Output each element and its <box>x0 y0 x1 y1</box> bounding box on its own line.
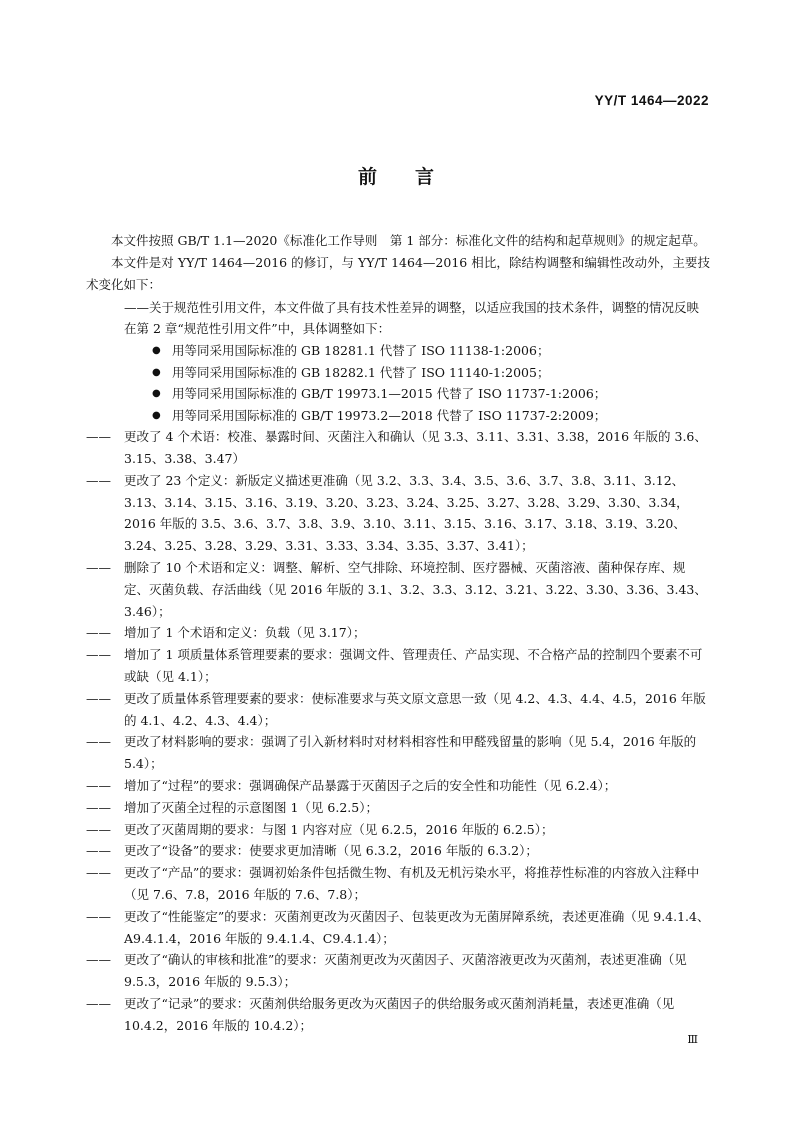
change-item <box>86 775 710 797</box>
title-char-2: 言 <box>415 166 437 188</box>
change-text: 更改了“记录”的要求：灭菌剂供给服务更改为灭菌因子的供给服务或灭菌剂消耗量，表述更准确（见 10.4.2，2016 年版的 10.4.2）； <box>124 995 675 1033</box>
dash-marker: —— <box>86 472 111 488</box>
title-char-1: 前 <box>357 166 379 188</box>
change-text: 更改了“产品”的要求：强调初始条件包括微生物、有机及无机污染水平，将推荐性标准的内容放入注释中（见 7.6、7.8，2016 年版的 7.6、7.8）； <box>124 865 700 902</box>
dash-marker: —— <box>86 799 111 815</box>
dash-marker: —— <box>86 625 111 641</box>
dash-marker: —— <box>86 952 111 968</box>
page-title <box>0 162 794 189</box>
change-item <box>86 622 710 644</box>
dash-marker: —— <box>86 429 111 445</box>
dash-marker: —— <box>86 777 111 793</box>
change-item <box>86 688 710 732</box>
dash-marker: —— <box>86 865 111 881</box>
change-text: 删除了 10 个术语和定义：调整、解析、空气排除、环境控制、医疗器械、灭菌溶液、菌种保存库、规定、灭菌负载、存活曲线（见 2016 年版的 3.1、3.2、3.3、3.12、3.21、3.22、3.30、3.36、3.43、3.46）； <box>124 559 707 619</box>
bullet-icon: ● <box>152 388 161 400</box>
change-text: 更改了“设备”的要求：使要求更加清晰（见 6.3.2，2016 年版的 6.3.2）； <box>124 843 538 859</box>
change-text: 更改了“性能鉴定”的要求：灭菌剂更改为灭菌因子、包装更改为无菌屏障系统，表述更准确（见 9.4.1.4、A9.4.1.4，2016 年版的 9.4.1.4、C9.4.1.4）； <box>124 908 710 946</box>
change-item <box>86 797 710 819</box>
bullet-item <box>86 362 710 384</box>
change-text: 增加了 1 个术语和定义：负载（见 3.17）； <box>124 625 366 641</box>
dash-marker: —— <box>86 690 111 706</box>
bullet-text: 用等同采用国际标准的 GB/T 19973.2—2018 代替了 ISO 11737-2:2009； <box>172 407 607 423</box>
change-text: 增加了“过程”的要求：强调确保产品暴露于灭菌因子之后的安全性和功能性（见 6.2.4）； <box>124 777 617 793</box>
dash-marker: —— <box>86 843 111 859</box>
dash-marker: —— <box>86 908 111 924</box>
change-text: 更改了材料影响的要求：强调了引入新材料时对材料相容性和甲醛残留量的影响（见 5.4，2016 年版的 5.4）； <box>124 734 697 772</box>
bullet-item <box>86 405 710 427</box>
change-item <box>86 470 710 557</box>
change-item <box>86 819 710 841</box>
change-item <box>86 731 710 775</box>
dash-marker: —— <box>86 995 111 1011</box>
change-text: 增加了 1 项质量体系管理要素的要求：强调文件、管理责任、产品实现、不合格产品的控制四个要素不可或缺（见 4.1）； <box>124 647 703 684</box>
change-item <box>86 426 710 470</box>
intro-paragraph: 本文件是对 YY/T 1464—2016 的修订，与 YY/T 1464—2016 相比，除结构调整和编辑性改动外，主要技术变化如下： <box>86 255 710 293</box>
bullet-text: 用等同采用国际标准的 GB/T 19973.1—2015 代替了 ISO 11737-1:2006； <box>172 386 607 402</box>
change-item <box>86 993 710 1037</box>
intro-paragraph: 本文件按照 GB/T 1.1—2020《标准化工作导则 第 1 部分：标准化文件的结构和起草规则》的规定起草。 <box>111 233 706 248</box>
dash-marker: —— <box>86 734 111 750</box>
change-item <box>86 840 710 862</box>
page-number: Ⅲ <box>687 1033 698 1046</box>
document-body <box>86 230 710 1037</box>
change-item <box>86 644 710 688</box>
dash-marker: —— <box>86 821 111 837</box>
change-text: 增加了灭菌全过程的示意图图 1（见 6.2.5）； <box>124 799 378 815</box>
bullet-text: 用等同采用国际标准的 GB 18281.1 代替了 ISO 11138-1:2006； <box>172 343 550 359</box>
bullet-icon: ● <box>152 366 161 378</box>
change-item <box>86 906 710 950</box>
change-item: ——关于规范性引用文件，本文件做了具有技术性差异的调整，以适应我国的技术条件，调整的情况反映在第 2 章“规范性引用文件”中，具体调整如下： <box>124 299 700 337</box>
dash-marker: —— <box>86 647 111 663</box>
change-text: 更改了 23 个定义：新版定义描述更准确（见 3.2、3.3、3.4、3.5、3.6、3.7、3.8、3.11、3.12、3.13、3.14、3.15、3.16、3.19、3.20、3.23、3.24、3.25、3.27、3.28、3.29、3.30、3.34，2016 年版的 3.5、3.6、3.7、3.8、3.9、3.10、3.11、3.15、3.16、3.17、3.18、3.19、3.20、3.24、3.25、3.28、3.29、3.31、3.33、3.34、3.35、3.37、3.41）； <box>124 472 689 554</box>
change-text: 更改了质量体系管理要素的要求：使标准要求与英文原文意思一致（见 4.2、4.3、4.4、4.5，2016 年版的 4.1、4.2、4.3、4.4）； <box>124 690 706 728</box>
change-item <box>86 557 710 622</box>
dash-marker: —— <box>86 559 111 575</box>
change-text: 更改了“确认的审核和批准”的要求：灭菌剂更改为灭菌因子、灭菌溶液更改为灭菌剂，表述更准确（见 9.5.3，2016 年版的 9.5.3）； <box>124 952 687 990</box>
bullet-item <box>86 383 710 405</box>
bullet-icon: ● <box>152 345 161 357</box>
change-text: 更改了灭菌周期的要求：与图 1 内容对应（见 6.2.5，2016 年版的 6.2.5）； <box>124 821 554 837</box>
change-text: 更改了 4 个术语：校准、暴露时间、灭菌注入和确认（见 3.3、3.11、3.31、3.38，2016 年版的 3.6、3.15、3.38、3.47） <box>124 429 707 466</box>
standard-number: YY/T 1464—2022 <box>594 93 709 108</box>
bullet-item <box>86 340 710 362</box>
bullet-text: 用等同采用国际标准的 GB 18282.1 代替了 ISO 11140-1:2005； <box>172 364 550 380</box>
change-item <box>86 949 710 993</box>
bullet-icon: ● <box>152 409 161 421</box>
change-item <box>86 862 710 906</box>
